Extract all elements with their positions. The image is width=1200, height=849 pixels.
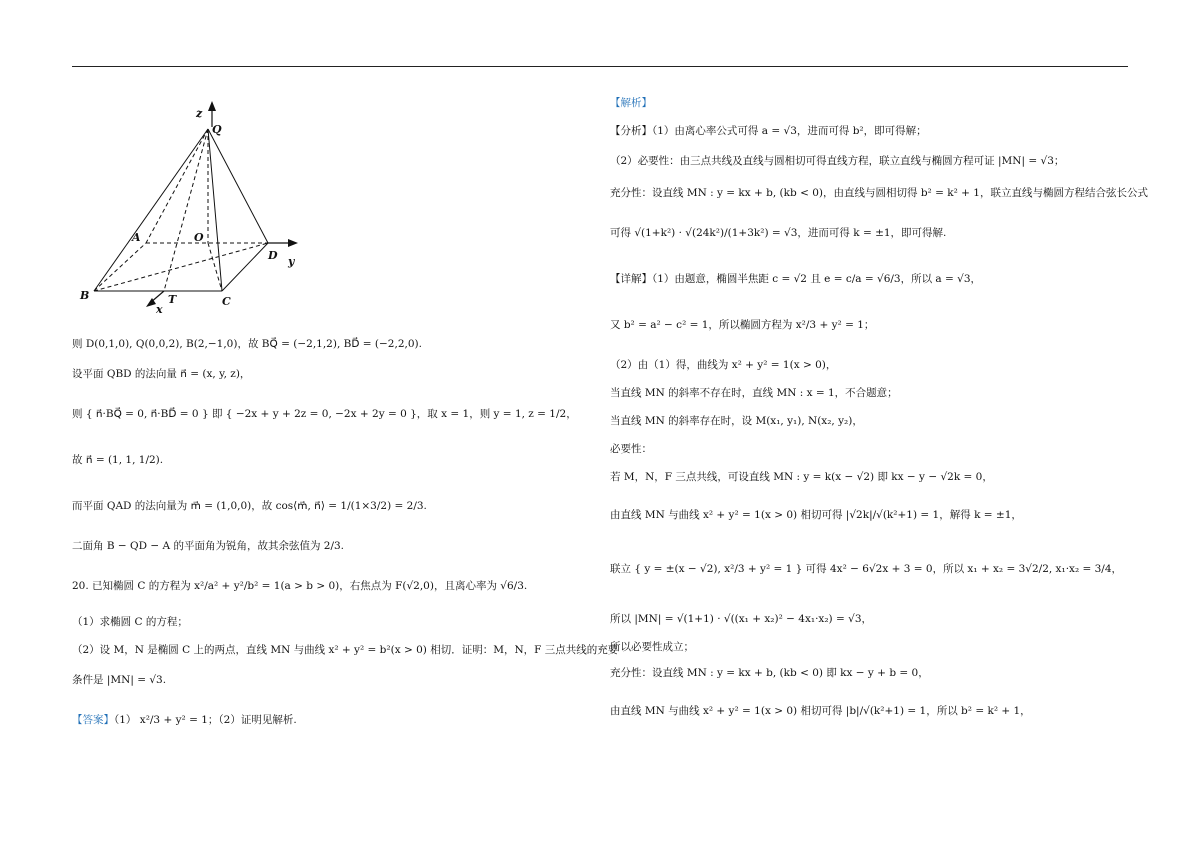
necessity-conclusion: 所以必要性成立； — [610, 641, 694, 653]
label-t: T — [168, 293, 177, 306]
solution-line-3: 则 { n⃗·BQ⃗ = 0, n⃗·BD⃗ = 0 } 即 { −2x + y + 2z = 0, −2x + 2y = 0 }，取 x = 1，则 y = 1, z = 1/2， — [72, 408, 577, 420]
label-q: Q — [212, 123, 222, 136]
answer-text: （1） x²/3 + y² = 1；（2）证明见解析. — [114, 714, 297, 726]
detail-line-5: 当直线 MN 的斜率存在时，设 M(x₁, y₁), N(x₂, y₂)， — [610, 415, 863, 427]
answer-line — [72, 713, 297, 727]
detail-line-1: 【详解】（1）由题意，椭圆半焦距 c = √2 且 e = c/a = √6/3，所以 a = √3， — [610, 273, 982, 285]
label-z: z — [196, 107, 203, 120]
solution-line-6: 二面角 B − QD − A 的平面角为锐角，故其余弦值为 2/3. — [72, 540, 345, 552]
label-c: C — [222, 295, 231, 308]
label-y: y — [288, 255, 295, 268]
detail-line-3: （2）由（1）得，曲线为 x² + y² = 1(x > 0)， — [610, 359, 837, 371]
label-b: B — [80, 289, 90, 302]
necessity-line-1: 若 M，N，F 三点共线，可设直线 MN : y = k(x − √2) 即 kx − y − √2k = 0， — [610, 471, 993, 483]
solution-line-2: 设平面 QBD 的法向量 n⃗ = (x, y, z)， — [72, 368, 251, 380]
problem-20-part-2: （2）设 M，N 是椭圆 C 上的两点，直线 MN 与曲线 x² + y² = b²(x > 0) 相切．证明：M，N，F 三点共线的充要 — [72, 644, 619, 656]
header-rule — [72, 66, 1128, 67]
sufficiency-line-2: 由直线 MN 与曲线 x² + y² = 1(x > 0) 相切可得 |b|/√(k²+1) = 1，所以 b² = k² + 1， — [610, 705, 1031, 717]
necessity-line-3: 联立 { y = ±(x − √2), x²/3 + y² = 1 } 可得 4x² − 6√2x + 3 = 0，所以 x₁ + x₂ = 3√2/2, x₁·x₂ = 3/4， — [610, 563, 1123, 575]
problem-20-statement: 20. 已知椭圆 C 的方程为 x²/a² + y²/b² = 1(a > b > 0)，右焦点为 F(√2,0)，且离心率为 √6/3. — [72, 580, 528, 592]
analysis-tag: 【解析】 — [610, 97, 652, 109]
detail-line-2: 又 b² = a² − c² = 1，所以椭圆方程为 x²/3 + y² = 1； — [610, 319, 875, 331]
label-d: D — [268, 249, 278, 262]
problem-20-part-1: （1）求椭圆 C 的方程； — [72, 616, 188, 628]
necessity-line-4: 所以 |MN| = √(1+1) · √((x₁ + x₂)² − 4x₁·x₂) = √3， — [610, 613, 872, 625]
analysis-line-4: 可得 √(1+k²) · √(24k²)/(1+3k²) = √3，进而可得 k = ±1，即可得解. — [610, 227, 947, 239]
detail-line-4: 当直线 MN 的斜率不存在时，直线 MN : x = 1，不合题意； — [610, 387, 898, 399]
solution-line-4: 故 n⃗ = (1, 1, 1/2). — [72, 454, 164, 466]
analysis-line-3: 充分性：设直线 MN : y = kx + b, (kb < 0)，由直线与圆相切得 b² = k² + 1，联立直线与椭圆方程结合弦长公式 — [610, 187, 1148, 199]
solution-line-1: 则 D(0,1,0), Q(0,0,2), B(2,−1,0)，故 BQ⃗ = (−2,1,2), BD⃗ = (−2,2,0). — [72, 338, 422, 350]
necessity-heading: 必要性： — [610, 443, 652, 455]
problem-20-part-2-cont: 条件是 |MN| = √3. — [72, 674, 167, 686]
label-o: O — [194, 231, 204, 244]
label-x: x — [156, 303, 163, 316]
sufficiency-line-1: 充分性：设直线 MN : y = kx + b, (kb < 0) 即 kx − y + b = 0， — [610, 667, 929, 679]
answer-tag: 【答案】 — [72, 714, 114, 726]
analysis-line-1: 【分析】（1）由离心率公式可得 a = √3，进而可得 b²，即可得解； — [610, 125, 927, 137]
necessity-line-2: 由直线 MN 与曲线 x² + y² = 1(x > 0) 相切可得 |√2k|/√(k²+1) = 1，解得 k = ±1， — [610, 509, 1022, 521]
solution-line-5: 而平面 QAD 的法向量为 m⃗ = (1,0,0)，故 cos⟨m⃗, n⃗⟩ = 1/(1×3/2) = 2/3. — [72, 500, 427, 512]
pyramid-figure — [72, 95, 312, 320]
label-a: A — [132, 231, 141, 244]
analysis-line-2: （2）必要性：由三点共线及直线与圆相切可得直线方程，联立直线与椭圆方程可证 |MN| = √3； — [610, 155, 1065, 167]
